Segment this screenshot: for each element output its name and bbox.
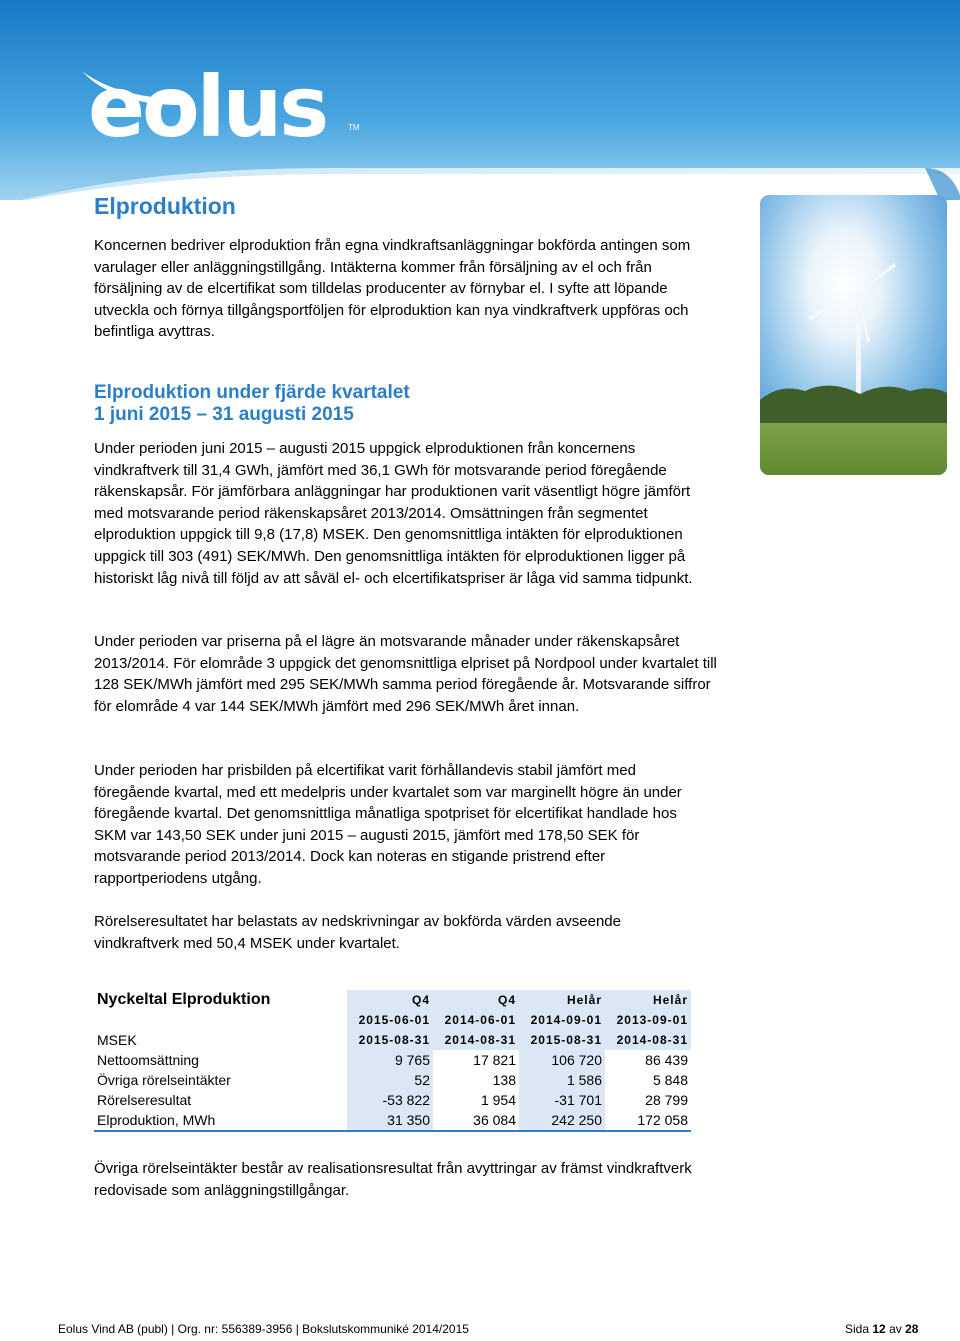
table-row <box>94 1110 691 1131</box>
table-unit: MSEK <box>97 1032 137 1048</box>
col-header-period: Q4 <box>433 990 519 1010</box>
table-cell: -31 701 <box>519 1090 605 1110</box>
table-cell: 138 <box>492 1072 516 1088</box>
section-title: Elproduktion <box>94 193 236 219</box>
table-row <box>94 1050 691 1070</box>
kpi-table <box>94 990 691 1132</box>
col-header-to: 2014-08-31 <box>433 1030 519 1050</box>
row-label: Övriga rörelseintäkter <box>97 1072 231 1088</box>
table-header-row <box>94 1030 691 1050</box>
table-cell: 31 350 <box>347 1110 433 1131</box>
quarter-paragraph-2: Under perioden var priserna på el lägre än motsvarande månader under räkenskapsåret 2013/2014. För elområde 3 uppgick det genomsnittliga elpriset på Nordpool under kvartalet till 128 SEK/MWh jämfört med 295 SEK/MWh samma period föregående år. Motsvarande siffror för elområde 4 var 144 SEK/MWh jämfört med 296 SEK/MWh året innan. <box>94 633 717 715</box>
table-header-row <box>94 1010 691 1030</box>
table-cell: 106 720 <box>519 1050 605 1070</box>
col-header-to: 2014-08-31 <box>605 1030 691 1050</box>
table-cell: 1 954 <box>480 1092 516 1108</box>
logo-trademark: TM <box>348 123 360 132</box>
row-label: Rörelseresultat <box>97 1092 192 1108</box>
table-cell: 36 084 <box>433 1110 519 1131</box>
quarter-heading-line1: Elproduktion under fjärde kvartalet <box>94 382 410 403</box>
table-cell: 172 058 <box>605 1110 691 1131</box>
col-header-from: 2015-06-01 <box>347 1010 433 1030</box>
page-sep: av <box>889 1322 902 1336</box>
table-row <box>94 1070 691 1090</box>
table-cell: 17 821 <box>473 1052 516 1068</box>
table-header-row <box>94 990 691 1010</box>
col-header-period: Helår <box>519 990 605 1010</box>
table-cell: 86 439 <box>645 1052 688 1068</box>
quarter-heading-line2: 1 juni 2015 – 31 augusti 2015 <box>94 404 354 425</box>
row-label: Elproduktion, MWh <box>94 1110 347 1131</box>
footer-info: Eolus Vind AB (publ) | Org. nr: 556389-3956 | Bokslutskommuniké 2014/2015 <box>58 1322 469 1336</box>
col-header-from: 2014-09-01 <box>519 1010 605 1030</box>
quarter-paragraph-3: Under perioden har prisbilden på elcertifikat varit förhållandevis stabil jämfört med föregående kvartal, med ett medelpris under kvartalet som var marginellt högre än under föregående kvartal. Det genomsnittliga månatliga spotpriset för elcertifikat handlade hos SKM var 143,50 SEK under juni 2015 – augusti 2015, jämfört med 178,50 SEK för motsvarande period 2013/2014. Dock kan noteras en stigande pristrend efter rapportperiodens utgång. <box>94 762 682 887</box>
table-title: Nyckeltal Elproduktion <box>97 991 271 1008</box>
col-header-from: 2013-09-01 <box>605 1010 691 1030</box>
page-prefix: Sida <box>845 1322 870 1336</box>
table-cell: 1 586 <box>519 1070 605 1090</box>
col-header-to: 2015-08-31 <box>347 1030 433 1050</box>
quarter-paragraph-4: Rörelseresultatet har belastats av nedskrivningar av bokförda värden avseende vindkraftverk med 50,4 MSEK under kvartalet. <box>94 913 621 952</box>
quarter-heading <box>94 382 410 426</box>
col-header-from: 2014-06-01 <box>433 1010 519 1030</box>
table-cell: 9 765 <box>347 1050 433 1070</box>
col-header-to: 2015-08-31 <box>519 1030 605 1050</box>
page-current: 12 <box>872 1322 886 1336</box>
col-header-period: Q4 <box>347 990 433 1010</box>
header-banner <box>0 0 960 200</box>
table-cell: 28 799 <box>645 1092 688 1108</box>
table-cell: 5 848 <box>652 1072 688 1088</box>
table-note: Övriga rörelseintäkter består av realisationsresultat från avyttringar av främst vindkraftverk redovisade som anläggningstillgångar. <box>94 1160 692 1199</box>
page-total: 28 <box>905 1322 919 1336</box>
table-cell: -53 822 <box>347 1090 433 1110</box>
table-cell: 52 <box>347 1070 433 1090</box>
page-number <box>845 1322 918 1336</box>
table-row <box>94 1090 691 1110</box>
wind-turbine-photo <box>760 195 947 475</box>
quarter-paragraph-1: Under perioden juni 2015 – augusti 2015 uppgick elproduktionen från koncernens vindkraftverk till 31,4 GWh, jämfört med 36,1 GWh för motsvarande period föregående räkenskapsår. För jämförbara anläggningar har produktionen varit väsentligt högre jämfört med motsvarande period räkenskapsåret 2013/2014. Omsättningen från segmentet elproduktion uppgick till 9,8 (17,8) MSEK. Den genomsnittliga intäkten för elproduktionen uppgick till 303 (491) SEK/MWh. Den genomsnittliga intäkten för elproduktionen ligger på historiskt låg nivå till följd av att såväl el- och elcertifikatspriser är låga vid samma tidpunkt. <box>94 440 693 587</box>
logo-wordmark: eolus <box>88 58 327 156</box>
intro-paragraph: Koncernen bedriver elproduktion från egna vindkraftsanläggningar bokförda antingen som varulager eller anläggningstillgång. Intäkterna kommer från försäljning av el och från försäljning av de elcertifikat som tilldelas producenter av förnybar el. I syfte att löpande utveckla och förnya tillgångsportföljen för elproduktion kan nya vindkraftverk uppföras och befintliga avyttras. <box>94 237 691 341</box>
table-cell: 242 250 <box>519 1110 605 1131</box>
col-header-period: Helår <box>605 990 691 1010</box>
row-label: Nettoomsättning <box>97 1052 199 1068</box>
